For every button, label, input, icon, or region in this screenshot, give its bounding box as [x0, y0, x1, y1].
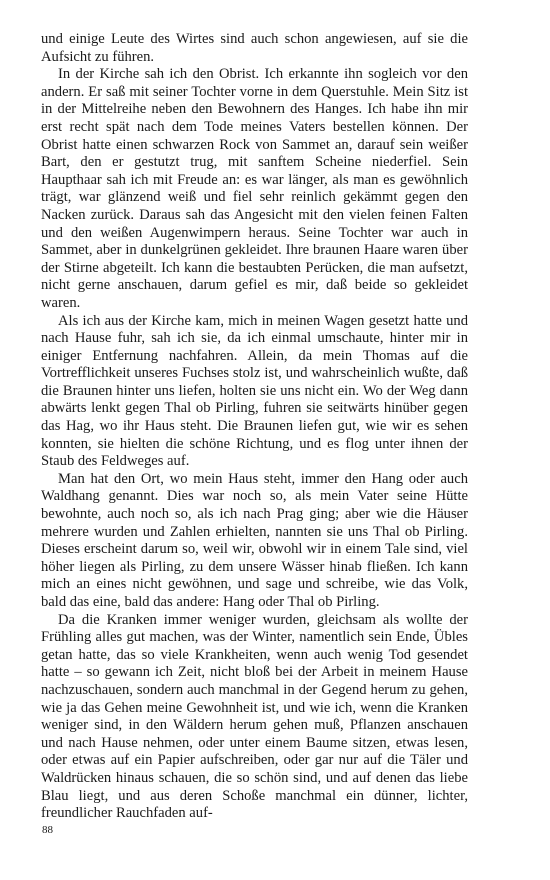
paragraph: und einige Leute des Wirtes sind auch schon angewiesen, auf sie die Aufsicht zu führen. [41, 31, 468, 65]
paragraph: In der Kirche sah ich den Obrist. Ich erkannte ihn sogleich vor den andern. Er saß mit seiner Tochter vorne in dem Querstuhle. Mein Sitz ist in der Mittelreihe neben den Bewohnern des Hanges. Ich habe ihn mir erst recht spät nach dem Tode meines Vaters bestellen können. Der Obrist hatte einen schwarzen Rock von Sammet an, darauf sein weißer Bart, den er gestutzt trug, mit sanftem Scheine niederfiel. Sein Haupthaar sah ich mit Freude an: es war länger, als man es gewöhnlich trägt, war glänzend weiß und fiel sehr reinlich gekämmt gegen den Nacken zurück. Daraus sah das Angesicht mit den vielen feinen Falten und den weißen Augenwimpern heraus. Seine Tochter war auch in Sammet, aber in dunkelgrünen gekleidet. Ihre braunen Haare waren über der Stirne abgeteilt. Ich kann die bestaubten Perücken, die man aufsetzt, nicht gerne anschauen, darum gefiel es mir, daß beide so gekleidet waren. [41, 66, 468, 311]
page-number: 88 [42, 824, 53, 836]
paragraph: Man hat den Ort, wo mein Haus steht, immer den Hang oder auch Waldhang genannt. Dies war noch so, als mein Vater seine Hütte bewohnte, auch noch so, als ich nach Prag ging; aber wie die Häuser mehrere wurden und Zahlen erhielten, nannten sie uns Thal ob Pirling. Dieses erscheint darum so, weil wir, obwohl wir in einem Tale sind, viel höher liegen als Pirling, zu dem unsere Wässer hinab fließen. Ich kann mich an eines nicht gewöhnen, und sage und schreibe, wie das Volk, bald das eine, bald das andere: Hang oder Thal ob Pirling. [41, 470, 468, 610]
paragraph: Da die Kranken immer weniger wurden, gleichsam als wollte der Frühling alles gut machen, was der Winter, namentlich sein Ende, Übles getan hatte, das so viele Krankheiten, wenn auch wenig Tod gesendet hatte – so gewann ich Zeit, nicht bloß bei der Arbeit in meinem Hause nachzuschauen, sondern auch manchmal in der Gegend herum zu gehen, wie ja das Gehen meine Gewohnheit ist, und wie ich, wenn die Kranken weniger sind, in den Wäldern herum gehen muß, Pflanzen anschauen und nach Hause nehmen, oder unter einem Baume sitzen, etwas lesen, oder etwas auf ein Papier aufschreiben, oder gar nur auf die Täler und Waldrücken hinaus schauen, die so schön sind, und auf denen das liebe Blau liegt, und aus deren Schoße manchmal ein dünner, lichter, freundlicher Rauchfaden auf- [41, 611, 468, 822]
paragraph: Als ich aus der Kirche kam, mich in meinen Wagen gesetzt hatte und nach Hause fuhr, sah ich sie, da ich einmal umschaute, hinter mir in einiger Entfernung nachfahren. Allein, da mein Thomas auf die Vortrefflichkeit unseres Fuchses stolz ist, und wahrscheinlich wußte, daß die Braunen hinter uns liefen, holten sie uns nicht ein. Wo der Weg dann abwärts lenkt gegen Thal ob Pirling, fuhren sie seitwärts hinüber gegen das Hag, wo ihr Haus steht. Die Braunen liefen gut, wie wir es sehen konnten, sie hielten die schöne Richtung, und es flog unter ihnen der Staub des Feldweges auf. [41, 312, 468, 470]
body-text [41, 31, 468, 823]
